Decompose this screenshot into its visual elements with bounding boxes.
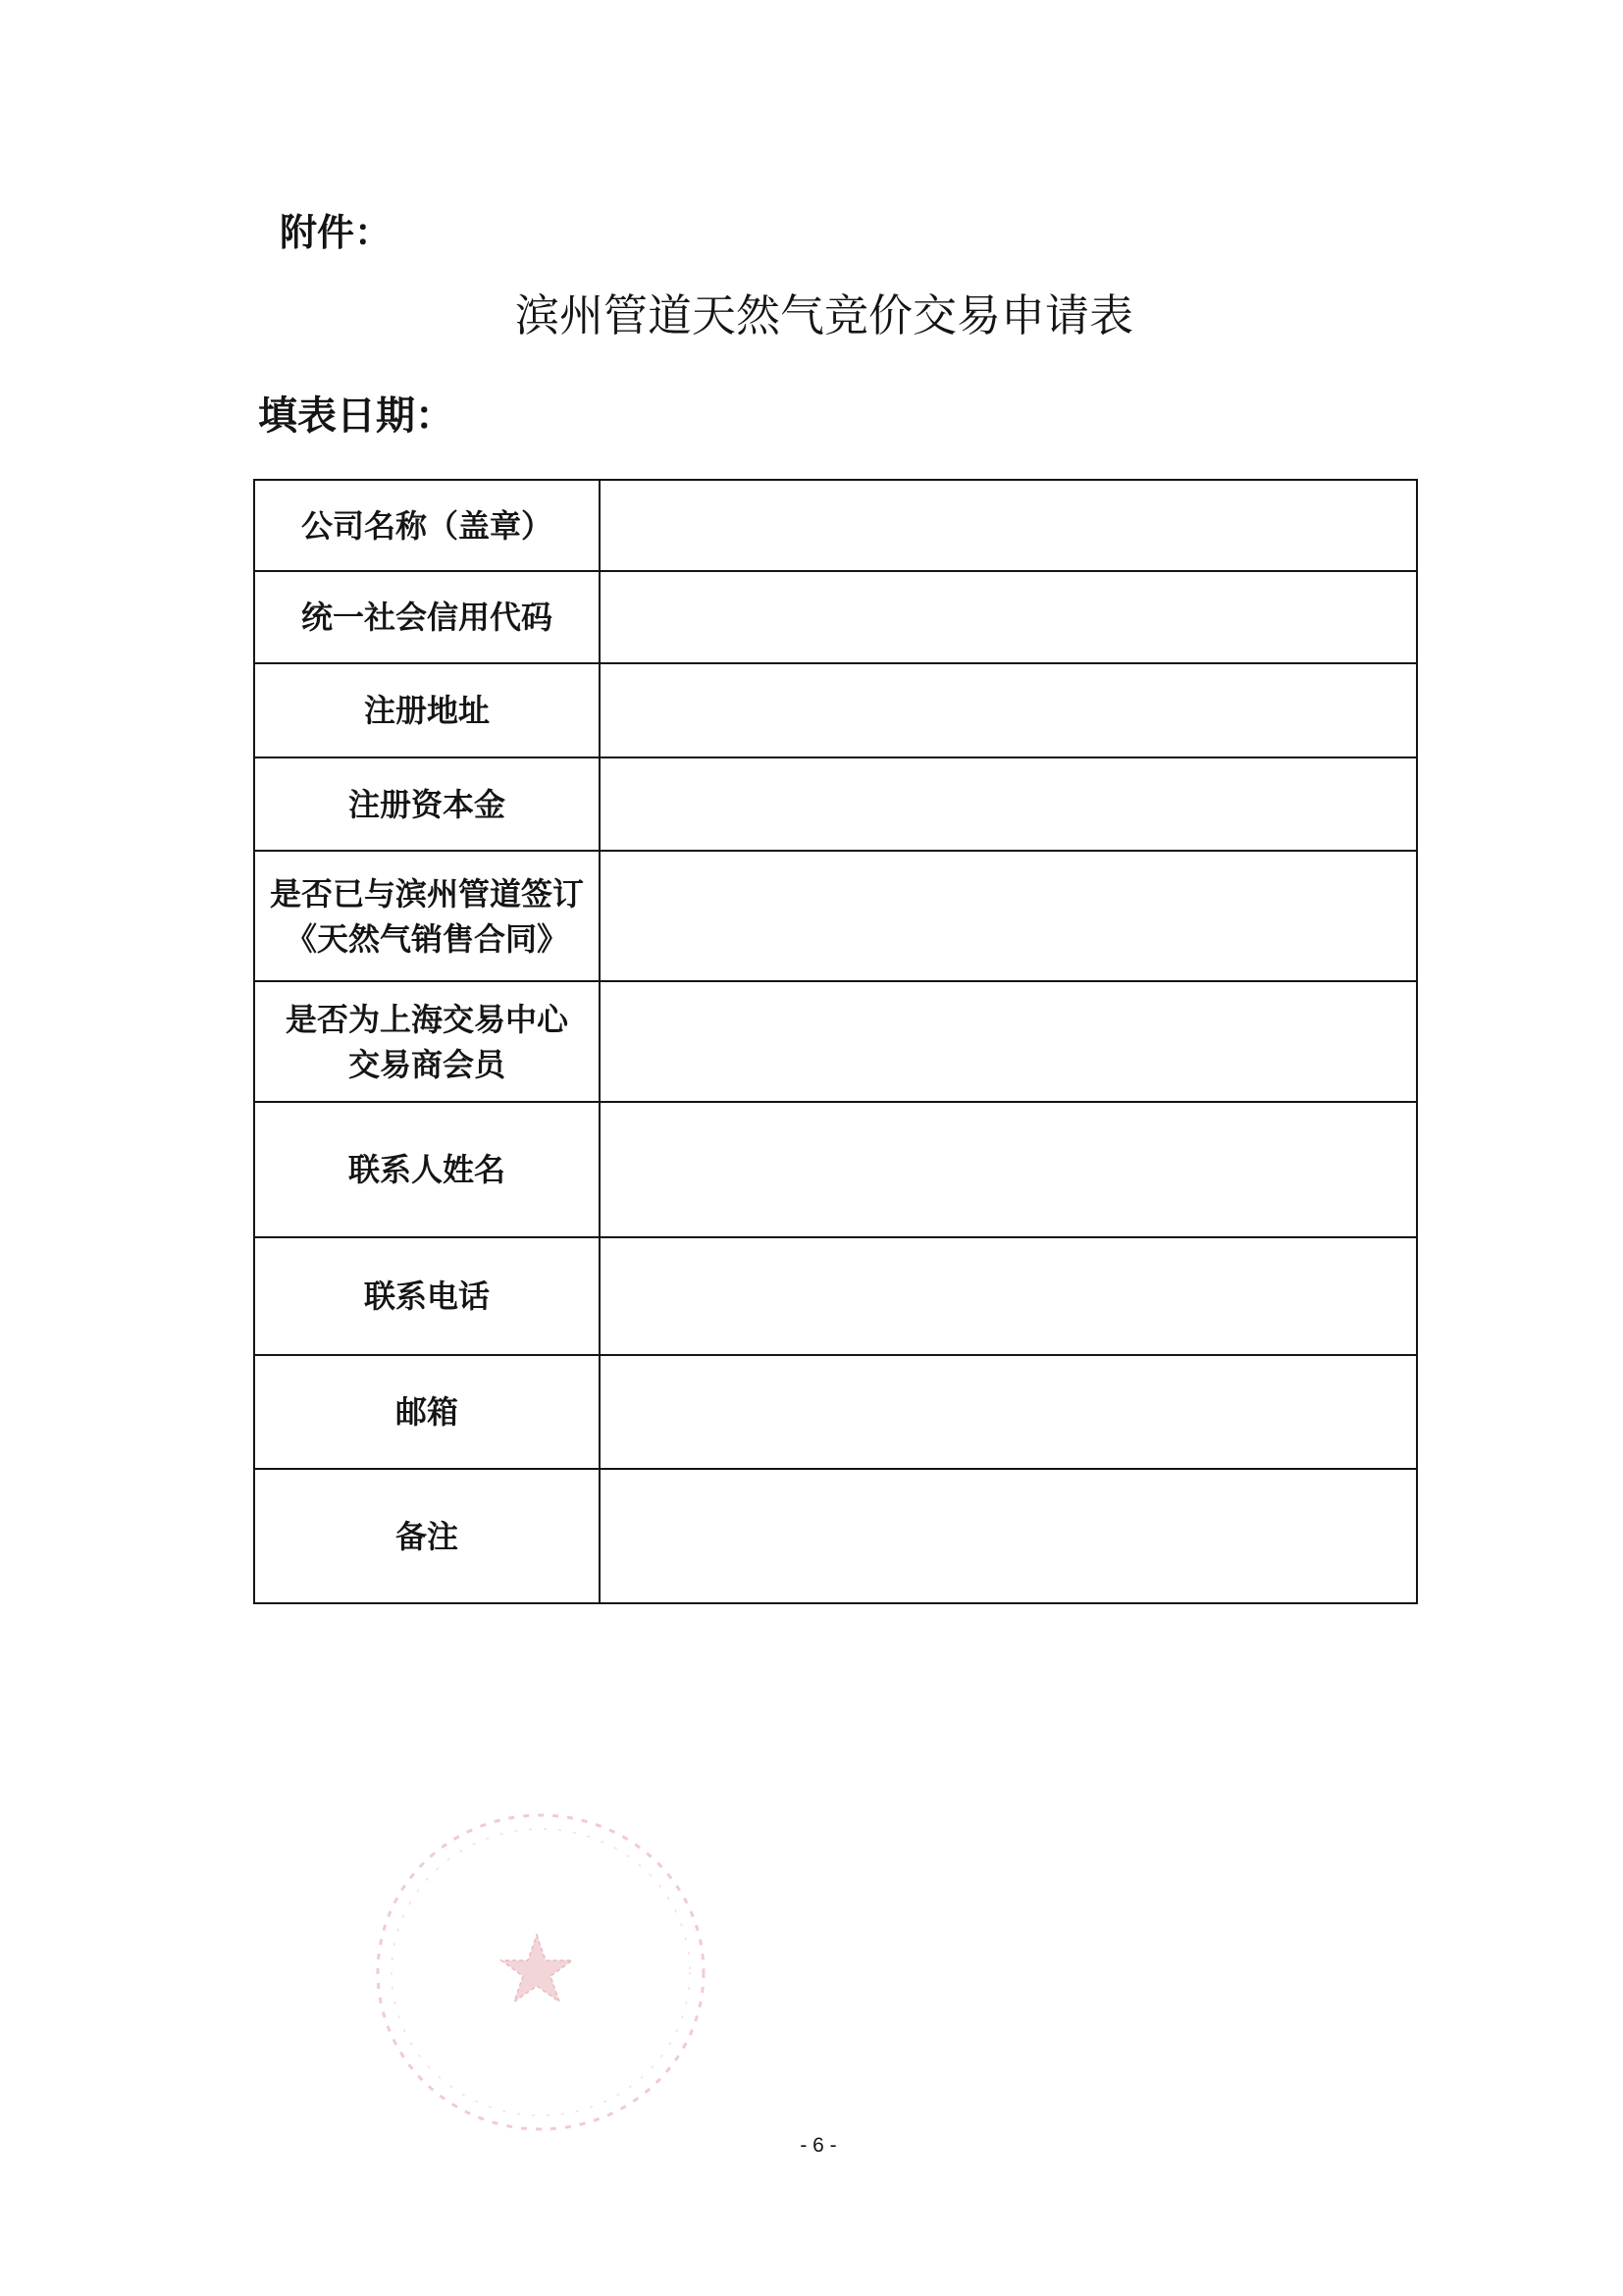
field-label [255, 982, 601, 1101]
field-label [255, 1238, 601, 1354]
form-row-contact-name [255, 1101, 1416, 1236]
field-value-cell [601, 664, 1416, 757]
field-value-cell [601, 572, 1416, 662]
field-label-line: 注册资本金 [347, 785, 505, 823]
seal-stamp-icon [368, 1805, 713, 2139]
form-row-credit-code [255, 570, 1416, 662]
field-label [255, 758, 601, 850]
field-value-cell [601, 982, 1416, 1101]
field-label [255, 1103, 601, 1236]
field-label [255, 1470, 601, 1602]
field-value-cell [601, 852, 1416, 980]
field-label [255, 852, 601, 980]
field-label-line: 备注 [394, 1517, 458, 1555]
form-row-registered-capital [255, 757, 1416, 850]
field-label-line: 交易商会员 [347, 1045, 505, 1083]
field-label-line: 邮箱 [394, 1393, 458, 1431]
page-number: - 6 - [800, 2134, 837, 2157]
field-label-line: 是否已与滨州管道签订 [269, 874, 584, 913]
form-row-remarks [255, 1468, 1416, 1602]
form-row-registered-address [255, 662, 1416, 757]
application-form-table [253, 479, 1418, 1604]
field-label [255, 572, 601, 662]
form-row-email [255, 1354, 1416, 1468]
field-label [255, 664, 601, 757]
field-label-line: 是否为上海交易中心 [285, 1000, 568, 1038]
field-value-cell [601, 1103, 1416, 1236]
field-label-line: 注册地址 [363, 692, 490, 729]
field-value-cell [601, 1356, 1416, 1468]
document-title: 滨州管道天然气竞价交易申请表 [515, 289, 1134, 341]
attachment-label: 附件： [280, 210, 393, 254]
field-label-line: 统一社会信用代码 [300, 599, 552, 636]
field-label-line: 《天然气销售合同》 [285, 919, 568, 958]
field-label-line: 联系电话 [363, 1278, 490, 1315]
field-value-cell [601, 1238, 1416, 1354]
field-label-line: 联系人姓名 [347, 1151, 505, 1188]
field-label-line: 公司名称（盖章） [300, 506, 552, 545]
field-value-cell [601, 481, 1416, 570]
form-row-contact-phone [255, 1236, 1416, 1354]
form-row-exchange-member [255, 980, 1416, 1101]
field-value-cell [601, 1470, 1416, 1602]
field-label [255, 1356, 601, 1468]
fill-date-label: 填表日期： [258, 392, 454, 439]
field-label [255, 481, 601, 570]
field-value-cell [601, 758, 1416, 850]
form-row-company-name [255, 481, 1416, 570]
form-row-contract-signed [255, 850, 1416, 980]
